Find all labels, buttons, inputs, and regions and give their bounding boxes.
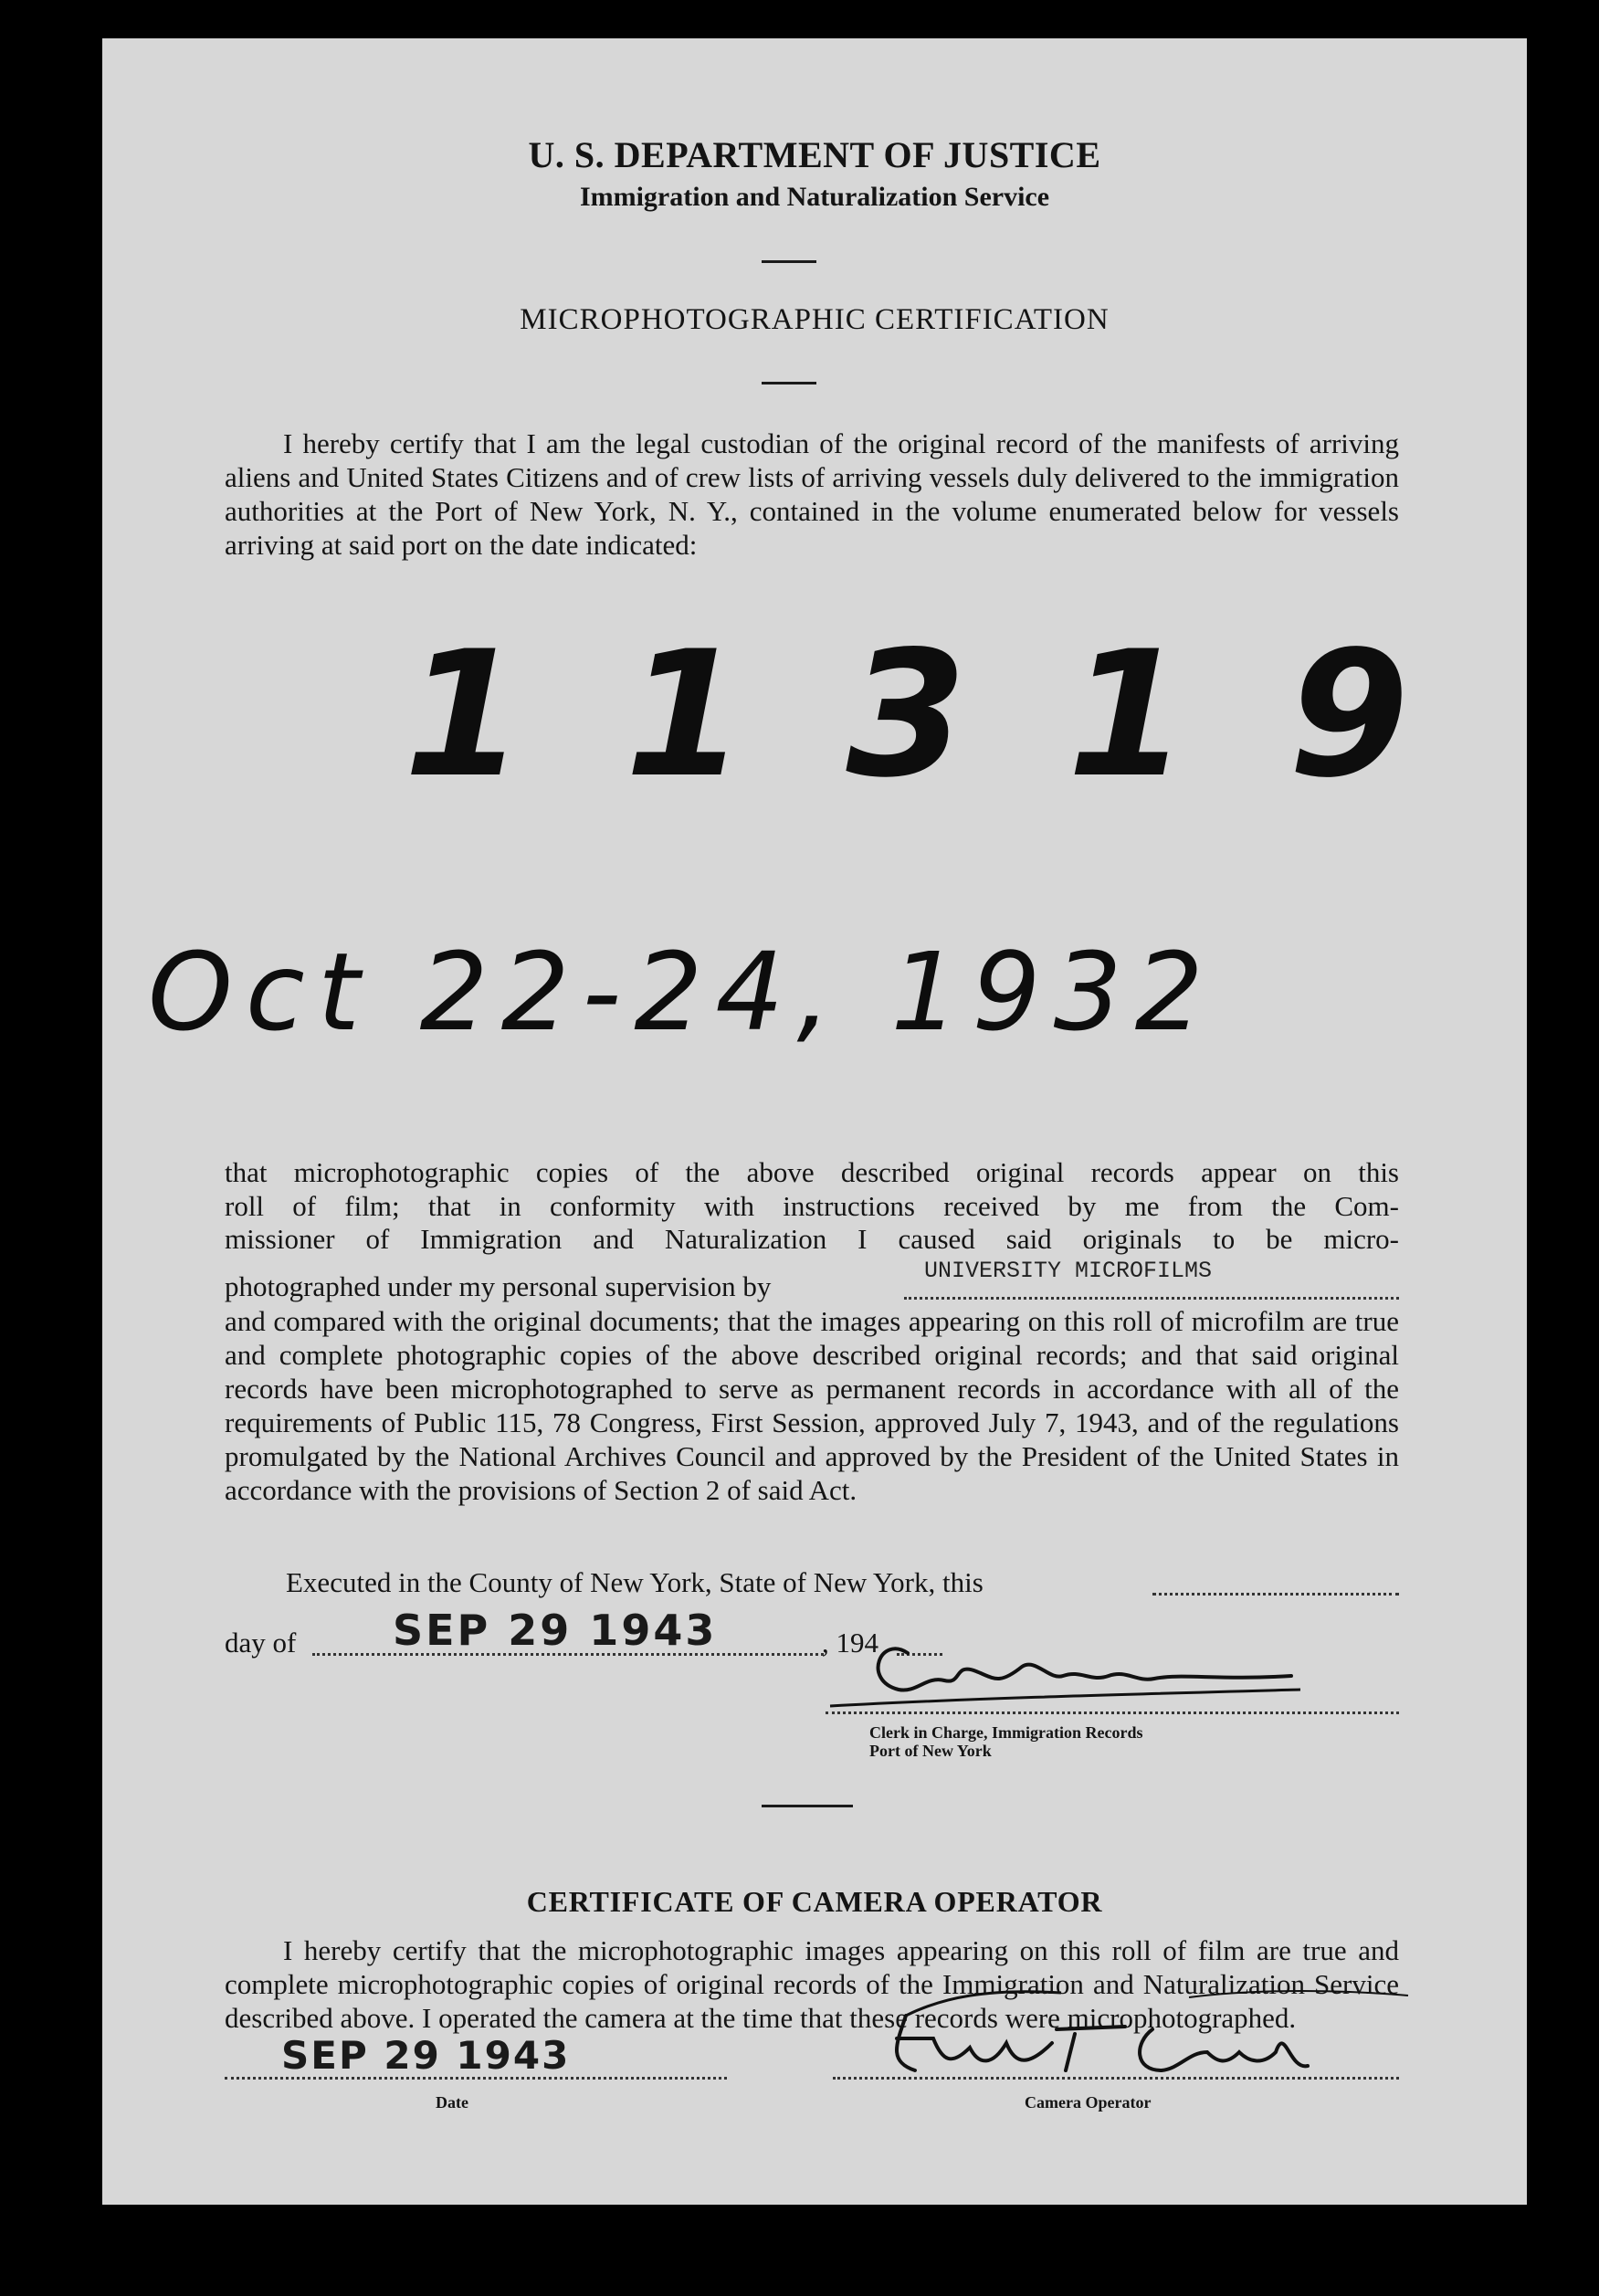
date-dotted-line	[225, 2077, 727, 2080]
execution-date-stamp: SEP 29 1943	[393, 1606, 718, 1655]
handwritten-volume-number: 11319	[404, 614, 1510, 816]
certificate-page	[102, 38, 1527, 2205]
camera-certificate-title: CERTIFICATE OF CAMERA OPERATOR	[526, 1885, 1103, 1918]
camera-date-stamp: SEP 29 1943	[281, 2033, 571, 2078]
operator-dotted-line	[833, 2077, 1399, 2080]
day-of-label: day of	[225, 1627, 297, 1659]
body-line: roll of film; that in conformity with instructions received by me from the Com-	[225, 1190, 1399, 1222]
year-prefix: , 194	[822, 1627, 878, 1659]
clerk-signature	[1015, 1646, 1020, 1647]
body-paragraph-part2: and compared with the original documents; that the images appearing on this roll of microfilm are true and complete photographic copies of the above described original records; and that said original records have been microphotographed to serve as permanent records in accordance with all of the requirements of Public 115, 78 Congress, First Session, approved July 7, 1943, and of the regulations promulgated by the National Archives Council and approved by the President of the United States in accordance with the provisions of Section 2 of said Act.	[225, 1305, 1399, 1506]
clerk-signature-dotted-line	[826, 1711, 1399, 1714]
body-line: missioner of Immigration and Naturalization I caused said originals to be micro-	[225, 1223, 1399, 1255]
divider-rule	[762, 382, 816, 384]
supervision-line-label: photographed under my personal supervision by	[225, 1270, 772, 1302]
clerk-title: Clerk in Charge, Immigration Records	[869, 1723, 1143, 1742]
divider-rule	[762, 260, 816, 263]
camera-operator-label: Camera Operator	[1025, 2093, 1152, 2112]
divider-rule	[762, 1805, 853, 1807]
certification-title: MICROPHOTOGRAPHIC CERTIFICATION	[520, 303, 1110, 336]
operator-signature	[1015, 2020, 1023, 2021]
intro-paragraph: I hereby certify that I am the legal custodian of the original record of the manifests of arriving aliens and United States Citizens and of crew lists of arriving vessels duly delivered to the immigration authorities at the Port of New York, N. Y., contained in the volume enumerated below for vessels arriving at said port on the date indicated:	[225, 427, 1399, 561]
camera-paragraph: I hereby certify that the microphotographic images appearing on this roll of film are true and complete microphotographic copies of original records of the Immigration and Naturalization Service described above. I operated the camera at the time that these records were microphotographed.	[225, 1934, 1399, 2034]
executed-line-label: Executed in the County of New York, State of New York, this	[286, 1566, 984, 1598]
supervision-dotted-line	[904, 1297, 1399, 1300]
body-line: that microphotographic copies of the above described original records appear on this	[225, 1156, 1399, 1188]
handwritten-volume-date: Oct 22-24, 1932	[148, 929, 1216, 1055]
operator-signature-scrawl	[833, 1988, 1417, 2089]
service-subheading: Immigration and Naturalization Service	[579, 182, 1050, 212]
executed-dotted-line	[1152, 1593, 1399, 1596]
date-label: Date	[436, 2093, 468, 2112]
department-heading: U. S. DEPARTMENT OF JUSTICE	[528, 134, 1101, 175]
microfilm-company-typed: UNIVERSITY MICROFILMS	[924, 1258, 1213, 1284]
clerk-port: Port of New York	[869, 1742, 992, 1760]
